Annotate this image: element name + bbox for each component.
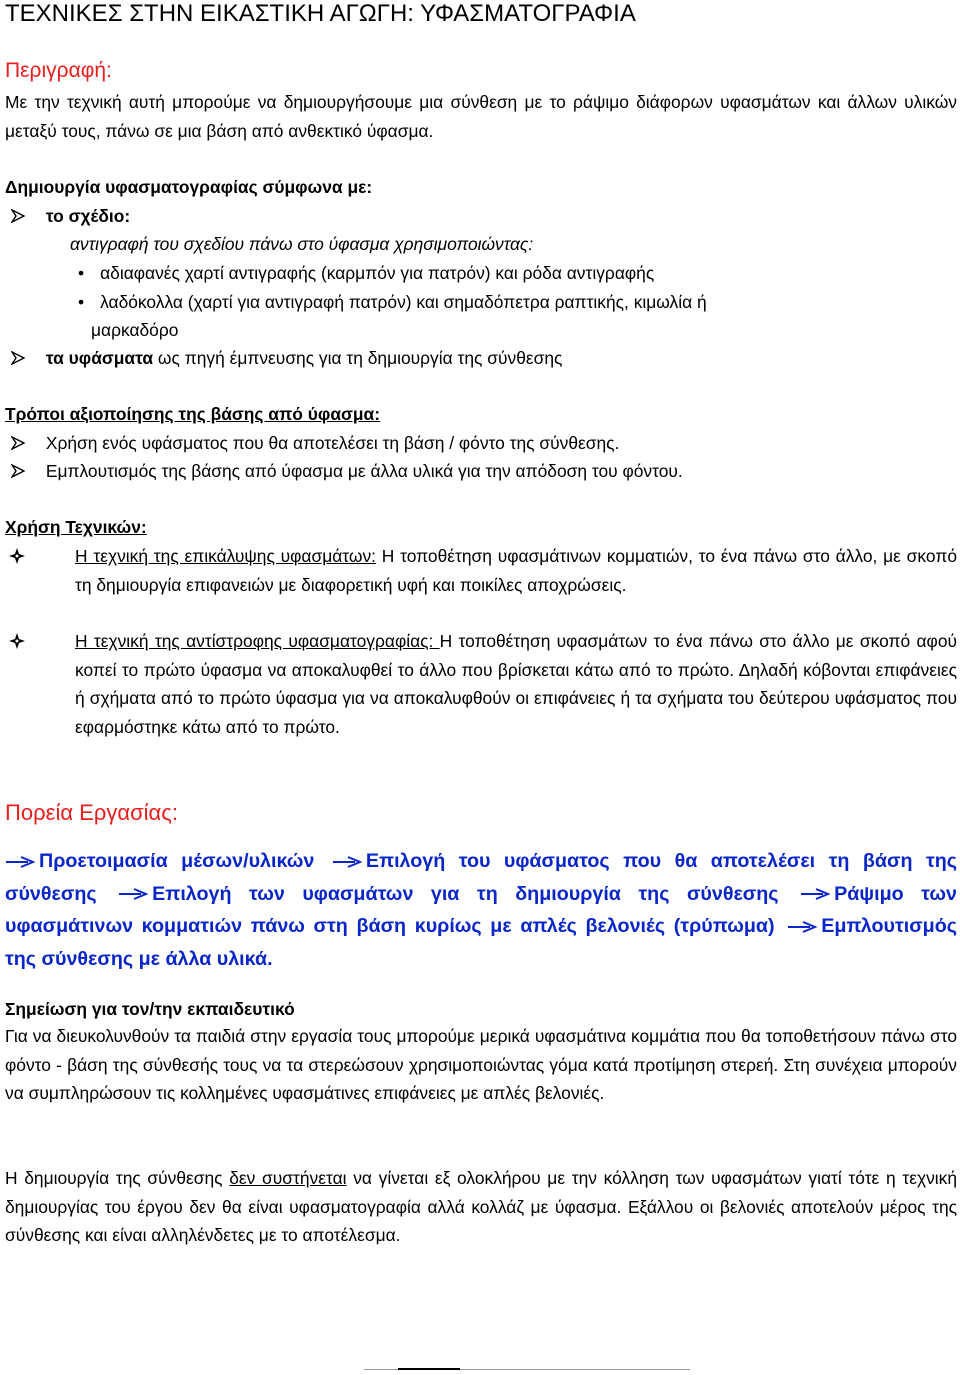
note-p2-after: να γίνεται εξ ολοκλήρου με την κόλληση των υφασμάτων γιατί τότε η τεχνική δημιουργίας του έργου δεν θα είναι υφασματογραφία αλλά κολλάζ με ύφασμα. Εξάλλου οι βελονιές αποτελούν μέρος της σύνθεσης και είναι αλληλένδετες με το αποτέλεσμα. [5, 1168, 957, 1245]
description-heading-text: Περιγραφή [5, 59, 107, 82]
description-heading-colon: : [106, 59, 112, 82]
technique-reverse-body [75, 627, 957, 741]
technique-reverse [5, 627, 957, 771]
right-arrow-icon [332, 855, 362, 869]
arrow-bullet-icon [11, 209, 25, 223]
workflow-heading: Πορεία Εργασίας: [5, 800, 178, 825]
footer-divider-accent [398, 1368, 460, 1370]
right-arrow-icon [787, 920, 817, 934]
bullet-tracing-paper [78, 288, 707, 316]
technique-overlay-body [75, 542, 957, 599]
bullet-carbon [78, 259, 654, 287]
bullet-dot-icon: • [78, 292, 85, 312]
description-text: Με την τεχνική αυτή μπορούμε να δημιουργήσουμε μια σύνθεση με το ράψιμο διάφορων υφασμάτων και άλλων υλικών μεταξύ τους, πάνω σε μια βάση από ανθεκτικό ύφασμα. [5, 92, 957, 141]
creation-heading: Δημιουργία υφασματογραφίας σύμφωνα με: [5, 177, 373, 197]
technique-overlay-text: Η τοποθέτηση υφασμάτινων κομματιών, το ένα πάνω στο άλλο, με σκοπό τη δημιουργία επιφανειών με διαφορετική υφή και ποικίλες αποχρώσεις. [75, 546, 957, 595]
technique-overlay-name: Η τεχνική της επικάλυψης υφασμάτων: [75, 546, 377, 566]
technique-reverse-text: Η τοποθέτηση υφασμάτων το ένα πάνω στο άλλο με σκοπό αφού κοπεί το πρώτο ύφασμα να αποκαλυφθεί το άλλο που βρίσκεται κάτω από το πρώτο. Δηλαδή κόβονται επιφάνειες ή σχήματα από το πρώτο ύφασμα για να αποκαλυφθούν οι επιφάνειες ή τα σχήματα του δεύτερου υφάσματος που εφαρμόστηκε κάτω από το πρώτο. [75, 631, 957, 737]
creation-item-fabrics [11, 344, 562, 372]
right-arrow-icon [5, 855, 35, 869]
base-usage-heading: Τρόποι αξιοποίησης της βάσης από ύφασμα: [5, 404, 381, 424]
note-p2-before: Η δημιουργία της σύνθεσης [5, 1168, 230, 1188]
right-arrow-icon [118, 887, 148, 901]
note-heading: Σημείωση για τον/την εκπαιδευτικό [5, 999, 295, 1019]
arrow-bullet-icon [11, 436, 25, 450]
note-paragraph-2 [5, 1164, 957, 1250]
workflow-step-2: Επιλογή του υφάσματος που θα αποτελέσει τη βάση της σύνθεσης [5, 850, 957, 905]
technique-overlay [5, 542, 957, 628]
workflow-step-4: Ράψιμο των υφασμάτινων κομματιών πάνω στη βάση κυρίως με απλές βελονιές (τρύπωμα) [5, 882, 957, 937]
creation-item-design [11, 202, 130, 230]
creation-item-design-text: το σχέδιο: [45, 206, 131, 226]
arrow-bullet-icon [11, 351, 25, 365]
workflow-step-3: Επιλογή των υφασμάτων για τη δημιουργία της σύνθεσης [152, 882, 779, 905]
base-usage-item-1-text: Χρήση ενός υφάσματος που θα αποτελέσει τη βάση / φόντο της σύνθεσης. [45, 433, 620, 453]
arrow-bullet-icon [11, 464, 25, 478]
bullet-tracing-paper-text: λαδόκολλα (χαρτί για αντιγραφή πατρόν) και σημαδόπετρα ραπτικής, κιμωλία ή [100, 292, 707, 312]
workflow-step-5: Εμπλουτισμός της σύνθεσης με άλλα υλικά. [5, 915, 957, 970]
right-arrow-icon [800, 887, 830, 901]
bullet-dot-icon: • [78, 263, 85, 283]
diamond-bullet-icon [9, 633, 25, 649]
note-p2-underlined: δεν συστήνεται [229, 1168, 347, 1188]
creation-item-fabrics-rest: ως πηγή έμπνευσης για τη δημιουργία της σύνθεσης [153, 348, 563, 368]
workflow-step-1: Προετοιμασία μέσων/υλικών [39, 850, 315, 872]
base-usage-item-2-text: Εμπλουτισμός της βάσης από ύφασμα με άλλα υλικά για την απόδοση του φόντου. [45, 461, 683, 481]
description-heading [5, 58, 112, 84]
technique-reverse-name: Η τεχνική της αντίστροφης υφασματογραφίας: [75, 631, 440, 651]
page-title: ΤΕΧΝΙΚΕΣ ΣΤΗΝ ΕΙΚΑΣΤΙΚΗ ΑΓΩΓΗ: ΥΦΑΣΜΑΤΟΓΡΑΦΙΑ [5, 0, 636, 27]
techniques-heading: Χρήση Τεχνικών: [5, 517, 147, 537]
note-paragraph-1: Για να διευκολυνθούν τα παιδιά στην εργασία τους μπορούμε μερικά υφασμάτινα κομμάτια που θα τοποθετήσουν πάνω στο φόντο - βάση της σύνθεσής τους να τα στερεώσουν χρησιμοποιώντας γόμα κατά προτίμηση στερεή. Στη συνέχεια μπορούν να συμπληρώσουν τις κολλημένες υφασμάτινες επιφάνειες με απλές βελονιές. [5, 1026, 957, 1103]
bullet-carbon-text: αδιαφανές χαρτί αντιγραφής (καρμπόν για πατρόν) και ρόδα αντιγραφής [100, 263, 655, 283]
creation-item-fabrics-bold: τα υφάσματα [45, 348, 154, 368]
creation-item-design-sub: αντιγραφή του σχεδίου πάνω στο ύφασμα χρησιμοποιώντας: [70, 234, 534, 254]
base-usage-item-1 [11, 429, 619, 457]
diamond-bullet-icon [9, 548, 25, 564]
base-usage-item-2 [11, 457, 683, 485]
workflow-steps [5, 845, 957, 975]
bullet-tracing-paper-cont: μαρκαδόρο [91, 320, 179, 340]
